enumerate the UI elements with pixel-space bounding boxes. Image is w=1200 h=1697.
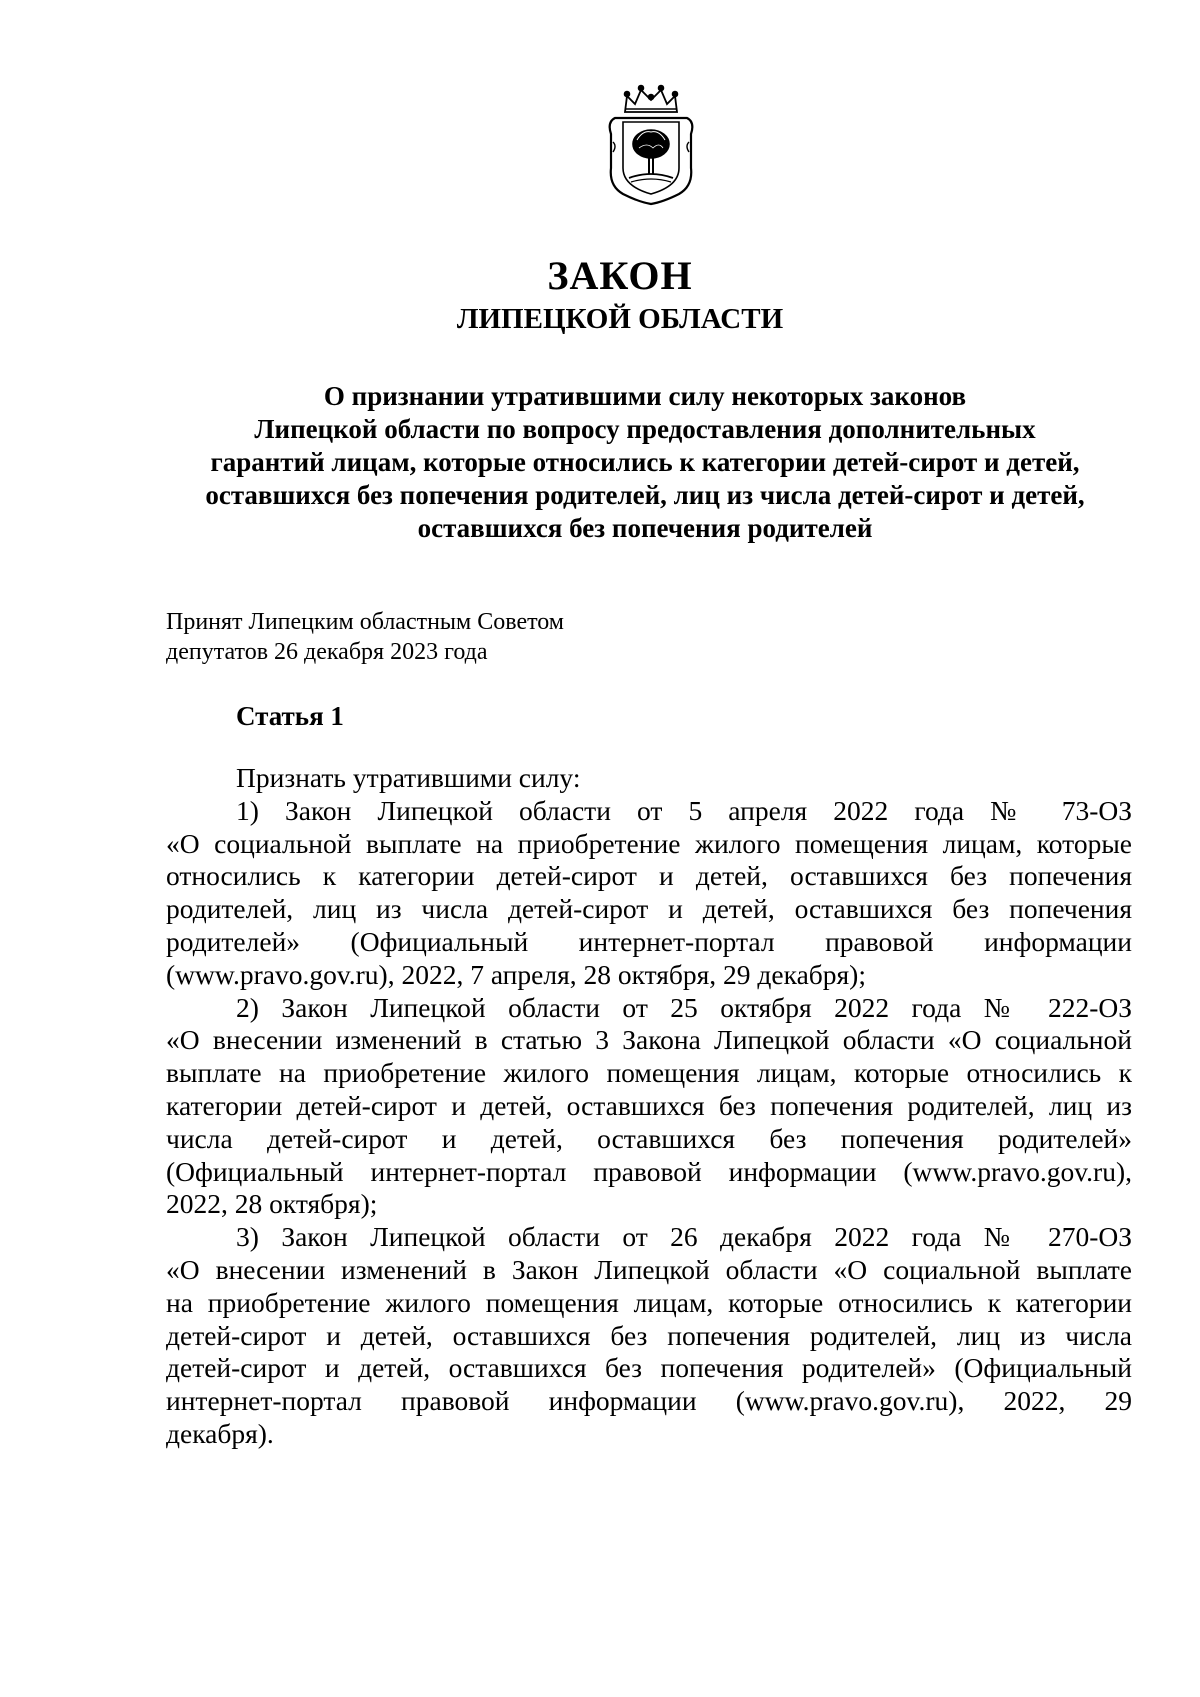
body-line: 3) Закон Липецкой области от 26 декабря 2022 года № 270-ОЗ — [236, 1221, 1132, 1253]
body-line: на приобретение жилого помещения лицам, которые относились к категории — [166, 1286, 1132, 1318]
body-line: числа детей-сирот и детей, оставшихся без попечения родителей» — [166, 1122, 1132, 1154]
adoption-line: Принят Липецким областным Советом — [166, 609, 564, 635]
region-name: ЛИПЕЦКОЙ ОБЛАСТИ — [456, 303, 784, 335]
body-line: относились к категории детей-сирот и детей, оставшихся без попечения — [166, 860, 1132, 892]
article-body — [166, 762, 1132, 1451]
body-line: родителей» (Официальный интернет-портал правовой информации — [166, 925, 1132, 957]
body-line: категории детей-сирот и детей, оставшихся без попечения родителей, лиц из — [166, 1089, 1132, 1121]
body-line: детей-сирот и детей, оставшихся без попечения родителей» (Официальный — [166, 1352, 1132, 1384]
article-heading: Статья 1 — [236, 701, 344, 731]
body-line: «О внесении изменений в Закон Липецкой области «О социальной выплате — [166, 1253, 1132, 1285]
law-word: ЗАКОН — [547, 253, 693, 298]
title-line: оставшихся без попечения родителей — [417, 513, 873, 543]
body-line: 2) Закон Липецкой области от 25 октября 2022 года № 222-ОЗ — [236, 991, 1132, 1023]
body-line: выплате на приобретение жилого помещения лицам, которые относились к — [166, 1057, 1132, 1089]
body-line: (Официальный интернет-портал правовой информации (www.pravo.gov.ru), — [166, 1155, 1132, 1187]
body-line: (www.pravo.gov.ru), 2022, 7 апреля, 28 октября, 29 декабря); — [166, 958, 866, 990]
title-line: О признании утратившими силу некоторых законов — [323, 381, 967, 411]
title-line: оставшихся без попечения родителей, лиц из числа детей-сирот и детей, — [205, 480, 1085, 510]
body-line: «О социальной выплате на приобретение жилого помещения лицам, которые — [166, 827, 1132, 859]
coat-of-arms-icon — [603, 82, 699, 206]
law-title — [160, 380, 1130, 545]
body-line: интернет-портал правовой информации (www.pravo.gov.ru), 2022, 29 — [166, 1385, 1132, 1417]
title-line: гарантий лицам, которые относились к категории детей-сирот и детей, — [210, 447, 1080, 477]
body-line: декабря). — [166, 1417, 274, 1449]
adoption-line: депутатов 26 декабря 2023 года — [166, 639, 488, 665]
law-heading — [0, 252, 1200, 338]
body-line: «О внесении изменений в статью 3 Закона Липецкой области «О социальной — [166, 1024, 1132, 1056]
body-line: 1) Закон Липецкой области от 5 апреля 2022 года № 73-ОЗ — [236, 794, 1132, 826]
body-line: родителей, лиц из числа детей-сирот и детей, оставшихся без попечения — [166, 893, 1132, 925]
body-line: 2022, 28 октября); — [166, 1188, 378, 1220]
adoption-note — [166, 607, 564, 667]
body-line: детей-сирот и детей, оставшихся без попечения родителей, лиц из числа — [166, 1319, 1132, 1351]
body-line: Признать утратившими силу: — [236, 762, 581, 793]
title-line: Липецкой области по вопросу предоставления дополнительных — [254, 414, 1036, 444]
